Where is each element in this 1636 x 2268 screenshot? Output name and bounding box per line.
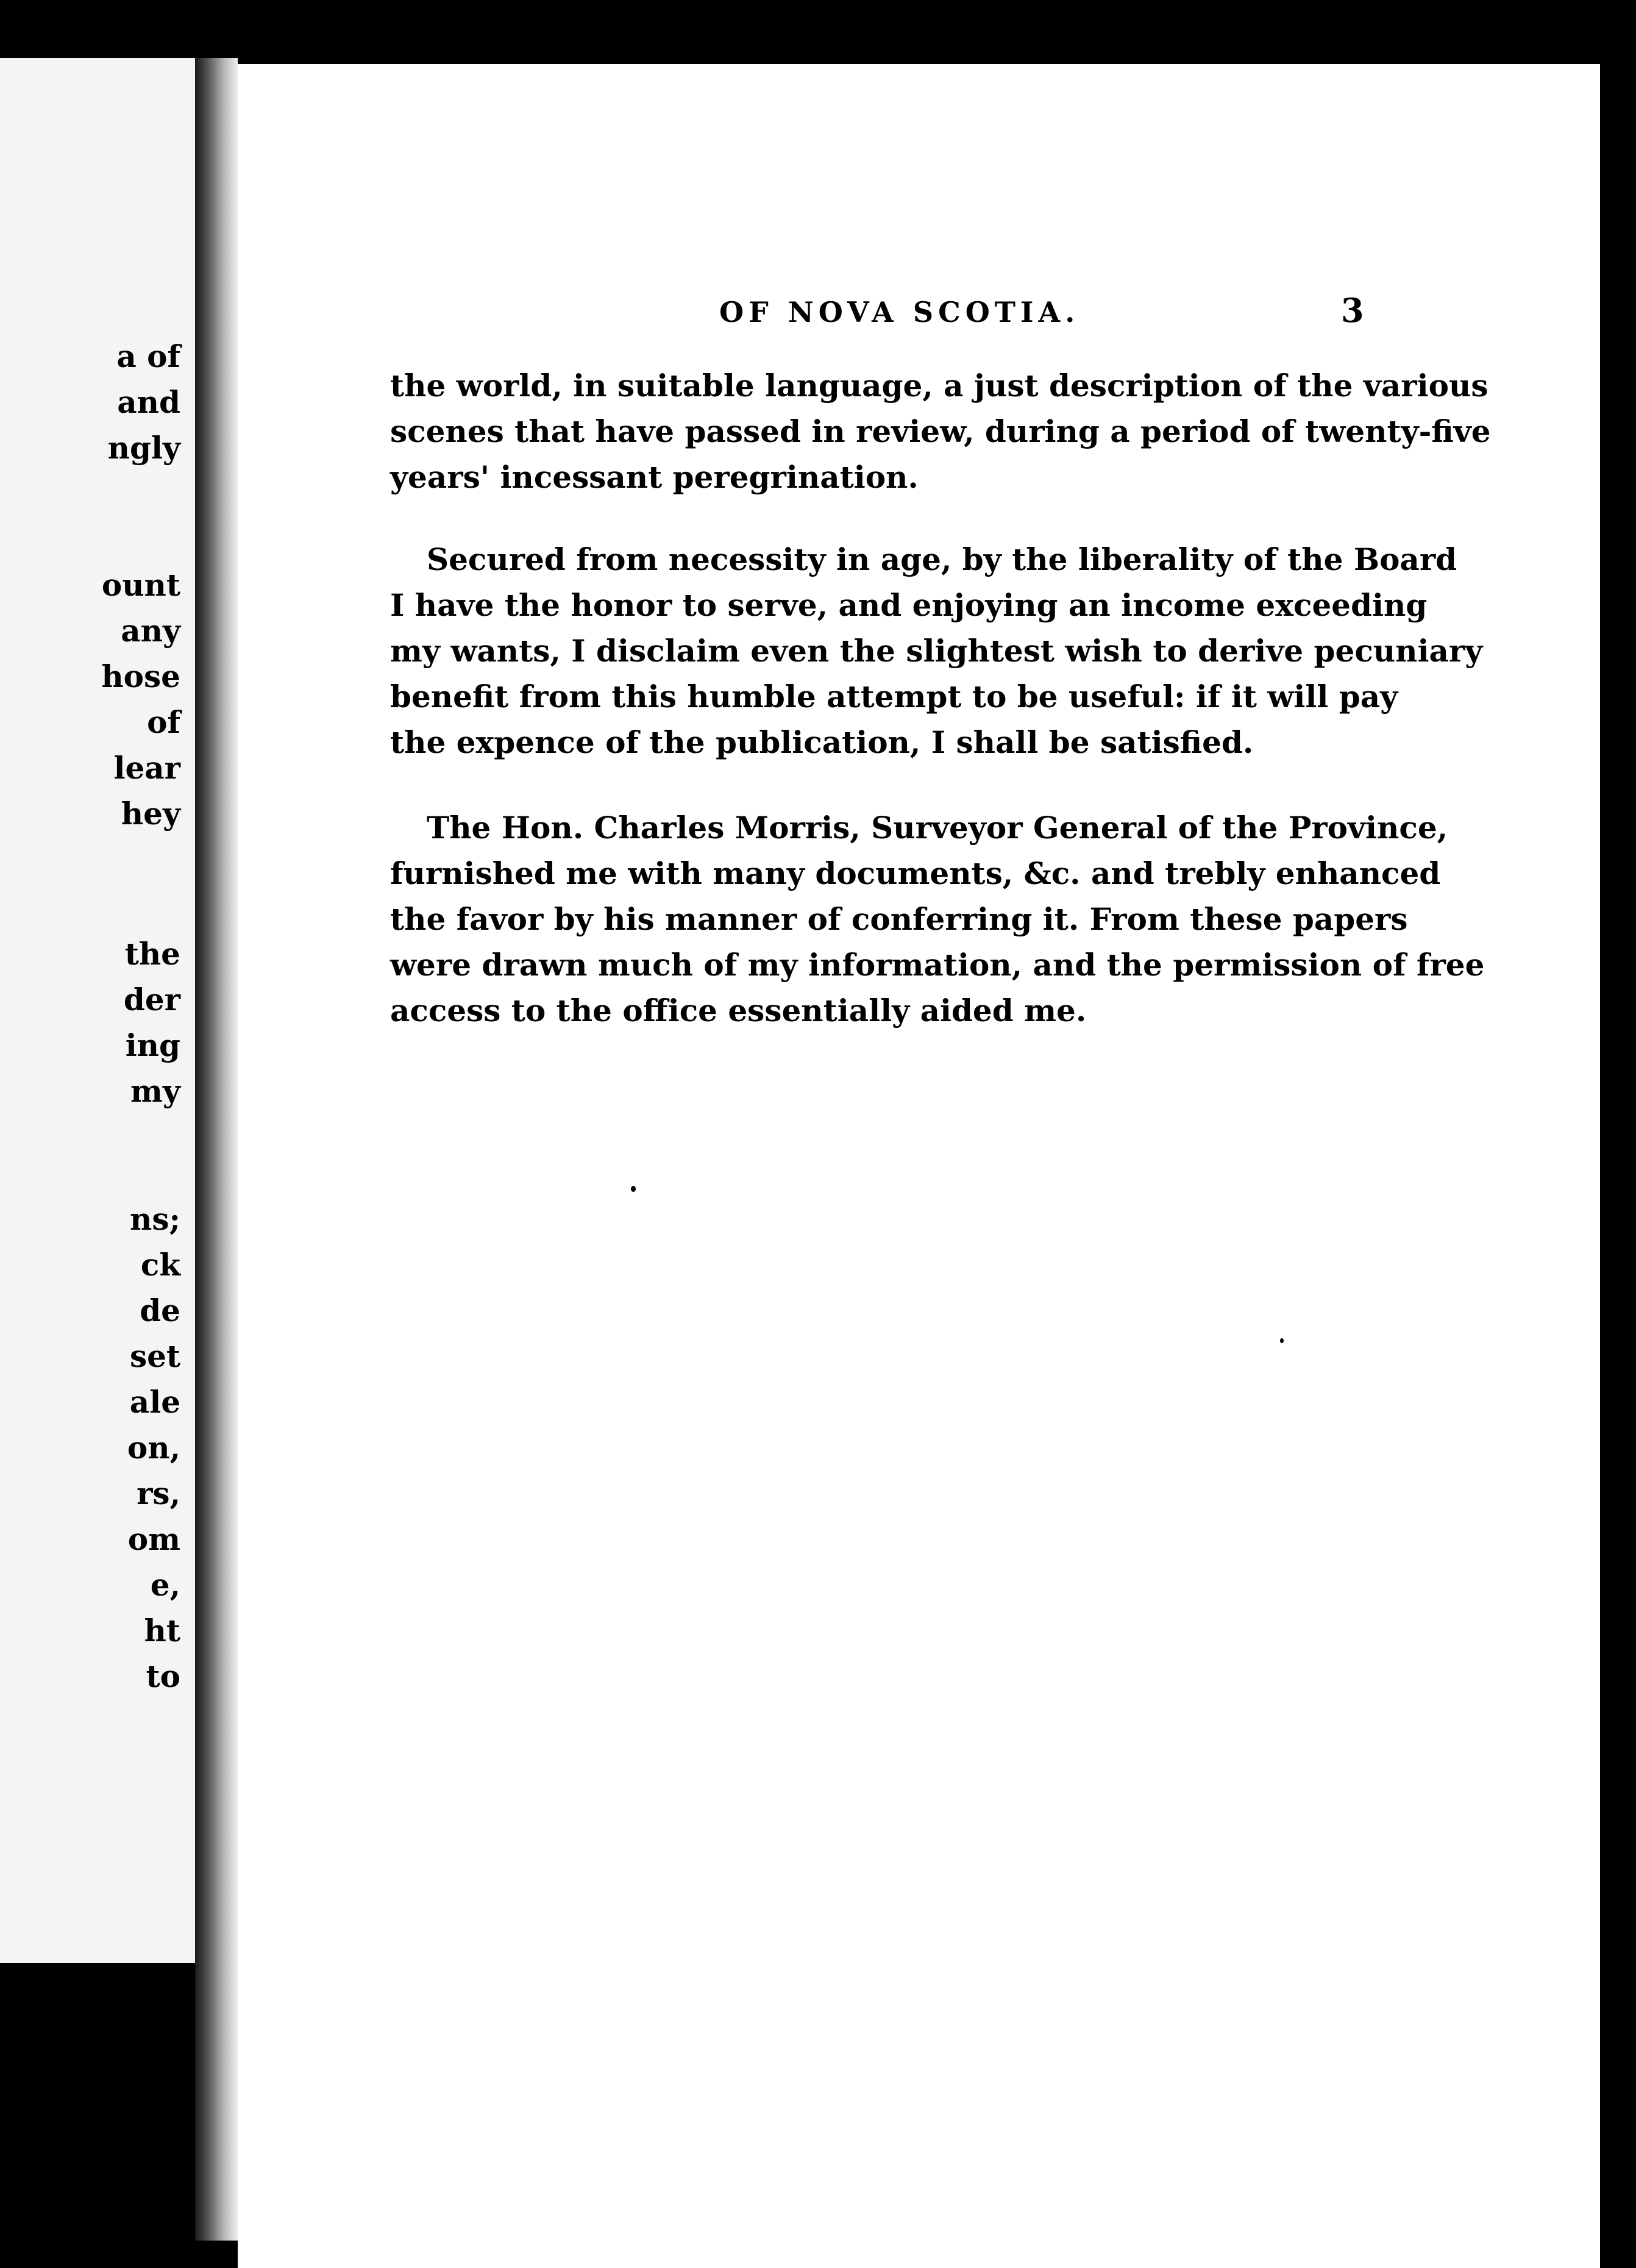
right-page <box>238 64 1600 2268</box>
left-fragment: and <box>117 384 180 420</box>
paragraph-2 <box>390 537 1483 765</box>
left-fragment: on, <box>127 1430 180 1466</box>
left-fragment: ale <box>129 1384 180 1420</box>
left-fragment: e, <box>150 1567 180 1603</box>
left-fragment: de <box>140 1293 180 1328</box>
left-fragment: ck <box>140 1247 180 1283</box>
paragraph-1 <box>390 363 1491 500</box>
left-fragment: ht <box>144 1613 180 1649</box>
ink-speck <box>631 1186 636 1192</box>
text-line: years' incessant peregrination. <box>390 459 919 495</box>
left-fragment: ngly <box>107 430 180 466</box>
text-line: the world, in suitable language, a just description of the various <box>390 368 1488 404</box>
left-fragment: rs, <box>137 1475 180 1511</box>
text-line: the favor by his manner of conferring it. From these papers <box>390 901 1408 937</box>
page-number: 3 <box>1341 291 1364 330</box>
left-fragment: any <box>121 613 180 649</box>
left-fragment: my <box>130 1073 180 1109</box>
left-fragment: ns; <box>130 1201 180 1237</box>
text-line: furnished me with many documents, &c. and trebly enhanced <box>390 855 1441 891</box>
text-line: I have the honor to serve, and enjoying an income exceeding <box>390 587 1428 623</box>
ink-speck <box>1280 1338 1284 1343</box>
left-fragment: lear <box>113 750 180 786</box>
left-fragment: om <box>127 1521 180 1557</box>
left-fragment: hose <box>101 658 180 694</box>
running-head: OF NOVA SCOTIA. <box>719 296 1080 329</box>
left-facing-page <box>0 58 195 1963</box>
book-gutter <box>195 58 238 2241</box>
left-fragment: a of <box>116 338 180 374</box>
left-fragment: to <box>146 1658 180 1694</box>
text-line: were drawn much of my information, and the permission of free <box>390 947 1485 983</box>
text-line: my wants, I disclaim even the slightest wish to derive pecuniary <box>390 633 1483 669</box>
left-fragment: ount <box>101 567 180 603</box>
paragraph-3 <box>390 805 1485 1033</box>
text-line: benefit from this humble attempt to be useful: if it will pay <box>390 679 1398 715</box>
text-line: Secured from necessity in age, by the liberality of the Board <box>427 541 1457 577</box>
text-line: access to the office essentially aided me. <box>390 993 1087 1029</box>
left-fragment: der <box>123 982 180 1018</box>
left-fragment: of <box>147 704 180 740</box>
text-line: the expence of the publication, I shall be satisfied. <box>390 724 1254 760</box>
text-line: The Hon. Charles Morris, Surveyor General of the Province, <box>427 810 1448 846</box>
text-line: scenes that have passed in review, during a period of twenty-five <box>390 413 1491 449</box>
left-fragment: the <box>124 936 180 972</box>
left-fragment: set <box>129 1338 180 1374</box>
left-fragment: ing <box>125 1027 180 1063</box>
left-fragment: hey <box>121 796 180 832</box>
